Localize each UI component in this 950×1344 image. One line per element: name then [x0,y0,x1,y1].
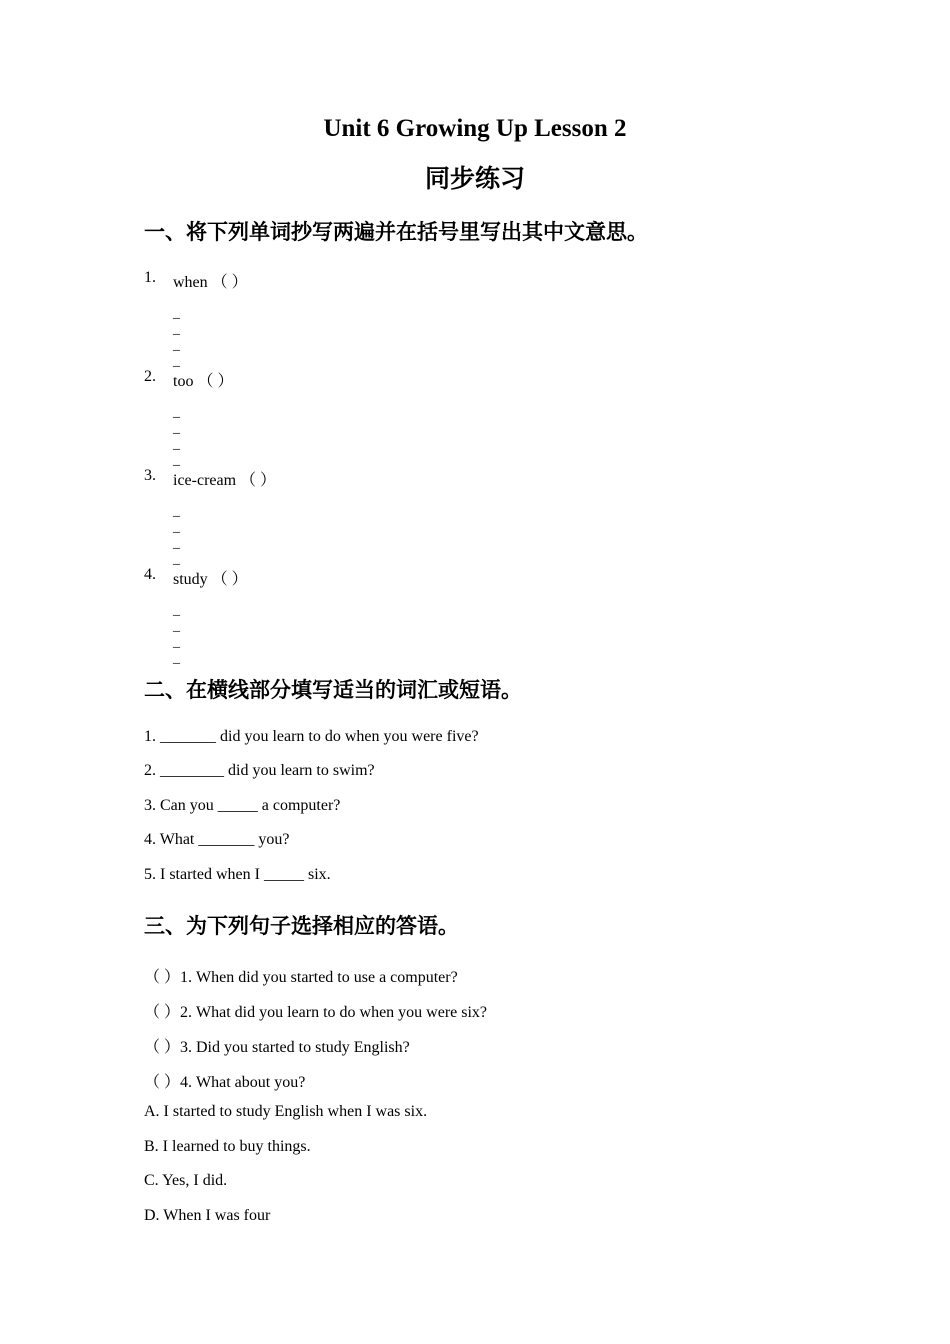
s2-sentence-1: 1. _______ did you learn to do when you were five? [144,728,479,745]
s1-item-3-blank: _ [173,520,180,535]
s3-question-1: （ ）1. When did you started to use a computer? [144,969,458,986]
document-subtitle: 同步练习 [424,166,525,193]
s1-item-3-blank: _ [173,552,180,567]
s1-item-2-blank: _ [173,405,180,420]
s2-sentence-5: 5. I started when I _____ six. [144,866,331,883]
s3-question-3: （ ）3. Did you started to study English? [144,1039,410,1056]
section-1-heading: 一、将下列单词抄写两遍并在括号里写出其中文意思。 [144,220,648,244]
s1-item-1-number: 1. [144,269,156,286]
section-2-heading: 二、在横线部分填写适当的词汇或短语。 [144,678,522,702]
s1-item-2-blank: _ [173,437,180,452]
s1-item-1-blank: _ [173,354,180,369]
s1-item-2-blank: _ [173,453,180,468]
s1-item-4-blank: _ [173,635,180,650]
s3-question-4: （ ）4. What about you? [144,1074,306,1091]
s3-option-a: A. I started to study English when I was six. [144,1103,428,1120]
s1-item-3-number: 3. [144,467,156,484]
s2-sentence-4: 4. What _______ you? [144,831,290,848]
s1-item-3-blank: _ [173,536,180,551]
s1-item-4-blank: _ [173,603,180,618]
s1-item-3-blank: _ [173,504,180,519]
s1-item-4-blank: _ [173,619,180,634]
s1-item-1-blank: _ [173,306,180,321]
document-title: Unit 6 Growing Up Lesson 2 [323,115,627,142]
s1-item-4-word: study （ ） [173,571,248,588]
s2-sentence-2: 2. ________ did you learn to swim? [144,762,375,779]
s2-sentence-3: 3. Can you _____ a computer? [144,797,341,814]
s1-item-2-word: too （ ） [173,373,234,390]
s1-item-2-blank: _ [173,421,180,436]
s1-item-1-word: when （ ） [173,274,248,291]
s1-item-4-blank: _ [173,651,180,666]
section-3-heading: 三、为下列句子选择相应的答语。 [144,914,459,938]
s3-option-b: B. I learned to buy things. [144,1138,311,1155]
s3-option-d: D. When I was four [144,1207,271,1224]
s3-question-2: （ ）2. What did you learn to do when you were six? [144,1004,488,1021]
s1-item-3-word: ice-cream （ ） [173,472,277,489]
s3-option-c: C. Yes, I did. [144,1172,228,1189]
s1-item-1-blank: _ [173,322,180,337]
s1-item-1-blank: _ [173,338,180,353]
s1-item-2-number: 2. [144,368,156,385]
s1-item-4-number: 4. [144,566,156,583]
